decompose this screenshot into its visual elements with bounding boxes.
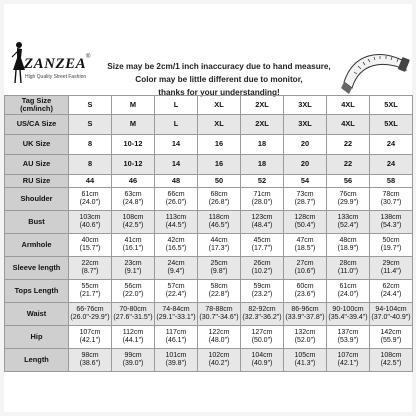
measurement-cell bbox=[69, 234, 112, 257]
size-cell: 16 bbox=[198, 155, 241, 175]
inch-value: (29.9") bbox=[337, 199, 359, 206]
row-label: US/CA Size bbox=[5, 115, 69, 135]
measurement-cell bbox=[112, 280, 155, 303]
measurement-cell bbox=[327, 211, 370, 234]
measurement-cell bbox=[155, 303, 198, 326]
measurement-cell bbox=[198, 349, 241, 372]
size-cell: 20 bbox=[284, 135, 327, 155]
measurement-cell bbox=[69, 303, 112, 326]
measurement-cell bbox=[327, 257, 370, 280]
cm-value: 66cm bbox=[167, 190, 185, 198]
cm-value: 56cm bbox=[124, 282, 142, 290]
measurement-cell bbox=[284, 234, 327, 257]
cm-value: 50cm bbox=[382, 236, 400, 244]
measurement-cell bbox=[284, 303, 327, 326]
cm-value: 40cm bbox=[81, 236, 99, 244]
size-cell: L bbox=[155, 115, 198, 135]
size-table bbox=[4, 95, 413, 372]
inch-value: (38.6") bbox=[79, 360, 101, 367]
cm-value: 26cm bbox=[253, 259, 271, 267]
notice-line-2: Color may be little different due to monitor, bbox=[135, 75, 303, 84]
measurement-cell bbox=[155, 326, 198, 349]
size-cell: XL bbox=[198, 96, 241, 115]
size-cell: XL bbox=[198, 115, 241, 135]
inch-value: (10.6") bbox=[294, 268, 316, 275]
size-cell: 8 bbox=[69, 155, 112, 175]
measurement-cell bbox=[241, 349, 284, 372]
measurement-cell bbox=[370, 326, 413, 349]
inch-value: (40.2") bbox=[208, 360, 230, 367]
inch-value: (40.6") bbox=[79, 222, 101, 229]
inch-value: (54.3") bbox=[380, 222, 402, 229]
inch-value: (16.1") bbox=[122, 245, 144, 252]
cm-value: 113cm bbox=[165, 213, 187, 221]
inch-value: (39.8") bbox=[165, 360, 187, 367]
inch-value: (37.0"-40.9") bbox=[371, 314, 411, 321]
size-header-row bbox=[5, 175, 413, 188]
measurement-cell bbox=[112, 257, 155, 280]
inch-value: (11.4") bbox=[380, 268, 402, 275]
cm-value: 61cm bbox=[81, 190, 99, 198]
size-cell: 18 bbox=[241, 135, 284, 155]
measurement-cell bbox=[112, 234, 155, 257]
measurement-cell bbox=[327, 326, 370, 349]
cm-value: 24cm bbox=[167, 259, 185, 267]
size-cell: 10-12 bbox=[112, 155, 155, 175]
inch-value: (53.9") bbox=[337, 337, 359, 344]
inch-value: (32.3"-36.2") bbox=[242, 314, 282, 321]
size-cell: 54 bbox=[284, 175, 327, 188]
cm-value: 41cm bbox=[124, 236, 142, 244]
row-label: Bust bbox=[5, 211, 69, 234]
measurement-row bbox=[5, 349, 413, 372]
cm-value: 58cm bbox=[210, 282, 228, 290]
inch-value: (22.8") bbox=[208, 291, 230, 298]
measurement-cell bbox=[327, 280, 370, 303]
inch-value: (17.7") bbox=[251, 245, 273, 252]
measurement-cell bbox=[370, 257, 413, 280]
inch-value: (55.9") bbox=[380, 337, 402, 344]
cm-value: 94-104cm bbox=[375, 305, 407, 313]
row-label: Sleeve length bbox=[5, 257, 69, 280]
cm-value: 25cm bbox=[210, 259, 228, 267]
cm-value: 105cm bbox=[294, 351, 316, 359]
size-header-row bbox=[5, 155, 413, 175]
inch-value: (15.7") bbox=[79, 245, 101, 252]
size-cell: 46 bbox=[112, 175, 155, 188]
measurement-cell bbox=[241, 188, 284, 211]
size-cell: 58 bbox=[370, 175, 413, 188]
size-cell: 50 bbox=[198, 175, 241, 188]
measurement-cell bbox=[327, 303, 370, 326]
size-cell: 20 bbox=[284, 155, 327, 175]
measurement-row bbox=[5, 211, 413, 234]
inch-value: (19.7") bbox=[380, 245, 402, 252]
size-cell: 8 bbox=[69, 135, 112, 155]
inch-value: (23.6") bbox=[294, 291, 316, 298]
cm-value: 108cm bbox=[380, 351, 402, 359]
size-cell: 16 bbox=[198, 135, 241, 155]
cm-value: 137cm bbox=[337, 328, 359, 336]
measurement-cell bbox=[370, 234, 413, 257]
measurement-cell bbox=[370, 280, 413, 303]
notice-line-1: Size may be 2cm/1 inch inaccuracy due to hand measure, bbox=[107, 62, 331, 71]
inch-value: (46.5") bbox=[208, 222, 230, 229]
inch-value: (18.9") bbox=[337, 245, 359, 252]
inch-value: (9.1") bbox=[124, 268, 142, 275]
measurement-cell bbox=[155, 257, 198, 280]
inch-value: (33.9"-37.8") bbox=[285, 314, 325, 321]
inch-value: (26.0") bbox=[165, 199, 187, 206]
cm-value: 60cm bbox=[296, 282, 314, 290]
size-cell: 3XL bbox=[284, 96, 327, 115]
size-cell: 44 bbox=[69, 175, 112, 188]
inch-value: (50.4") bbox=[294, 222, 316, 229]
measurement-row bbox=[5, 188, 413, 211]
cm-value: 104cm bbox=[251, 351, 273, 359]
measurement-row bbox=[5, 257, 413, 280]
inch-value: (10.2") bbox=[251, 268, 273, 275]
inch-value: (29.1"-33.1") bbox=[156, 314, 196, 321]
row-label: Length bbox=[5, 349, 69, 372]
measurement-row bbox=[5, 326, 413, 349]
measurement-cell bbox=[112, 211, 155, 234]
inch-value: (48.0") bbox=[208, 337, 230, 344]
size-cell: 2XL bbox=[241, 96, 284, 115]
cm-value: 59cm bbox=[253, 282, 271, 290]
measurement-notice bbox=[104, 60, 334, 99]
cm-value: 127cm bbox=[251, 328, 273, 336]
inch-value: (28.0") bbox=[251, 199, 273, 206]
inch-value: (28.7") bbox=[294, 199, 316, 206]
cm-value: 63cm bbox=[124, 190, 142, 198]
inch-value: (26.8") bbox=[208, 199, 230, 206]
inch-value: (40.9") bbox=[251, 360, 273, 367]
measurement-cell bbox=[198, 257, 241, 280]
cm-value: 78-88cm bbox=[205, 305, 233, 313]
measurement-cell bbox=[241, 303, 284, 326]
size-cell: M bbox=[112, 115, 155, 135]
measurement-row bbox=[5, 234, 413, 257]
cm-value: 102cm bbox=[208, 351, 230, 359]
inch-value: (30.7") bbox=[380, 199, 402, 206]
cm-value: 108cm bbox=[122, 213, 144, 221]
size-cell: L bbox=[155, 96, 198, 115]
inch-value: (44.5") bbox=[165, 222, 187, 229]
size-chart bbox=[4, 4, 412, 412]
row-label: Tops Length bbox=[5, 280, 69, 303]
cm-value: 22cm bbox=[81, 259, 99, 267]
size-cell: 48 bbox=[155, 175, 198, 188]
size-cell: M bbox=[112, 96, 155, 115]
cm-value: 45cm bbox=[253, 236, 271, 244]
inch-value: (46.1") bbox=[165, 337, 187, 344]
cm-value: 122cm bbox=[208, 328, 230, 336]
measurement-cell bbox=[112, 349, 155, 372]
size-cell: 2XL bbox=[241, 115, 284, 135]
inch-value: (48.4") bbox=[251, 222, 273, 229]
measurement-cell bbox=[370, 188, 413, 211]
cm-value: 82-92cm bbox=[248, 305, 276, 313]
measurement-cell bbox=[69, 349, 112, 372]
measurement-cell bbox=[69, 280, 112, 303]
measurement-cell bbox=[155, 211, 198, 234]
measurement-cell bbox=[284, 280, 327, 303]
measurement-cell bbox=[327, 234, 370, 257]
cm-value: 47cm bbox=[296, 236, 314, 244]
inch-value: (42.5") bbox=[122, 222, 144, 229]
measurement-cell bbox=[284, 188, 327, 211]
cm-value: 71cm bbox=[253, 190, 271, 198]
measurement-cell bbox=[69, 188, 112, 211]
measurement-cell bbox=[112, 303, 155, 326]
size-header-row bbox=[5, 96, 413, 115]
row-label: Hip bbox=[5, 326, 69, 349]
measurement-cell bbox=[112, 188, 155, 211]
size-cell: 5XL bbox=[370, 115, 413, 135]
cm-value: 42cm bbox=[167, 236, 185, 244]
cm-value: 112cm bbox=[122, 328, 144, 336]
measurement-cell bbox=[198, 326, 241, 349]
cm-value: 70-80cm bbox=[119, 305, 147, 313]
cm-value: 28cm bbox=[339, 259, 357, 267]
measurement-cell bbox=[370, 211, 413, 234]
row-label: Tag Size (cm/inch) bbox=[5, 96, 69, 115]
size-cell: S bbox=[69, 96, 112, 115]
measurement-cell bbox=[198, 188, 241, 211]
measurement-cell bbox=[155, 349, 198, 372]
measurement-cell bbox=[241, 257, 284, 280]
cm-value: 76cm bbox=[339, 190, 357, 198]
inch-value: (42.1") bbox=[337, 360, 359, 367]
cm-value: 103cm bbox=[79, 213, 101, 221]
cm-value: 68cm bbox=[210, 190, 228, 198]
size-cell: 52 bbox=[241, 175, 284, 188]
size-cell: 4XL bbox=[327, 115, 370, 135]
inch-value: (42.1") bbox=[79, 337, 101, 344]
measurement-cell bbox=[327, 349, 370, 372]
cm-value: 107cm bbox=[79, 328, 101, 336]
inch-value: (11.0") bbox=[337, 268, 359, 275]
measurement-cell bbox=[241, 326, 284, 349]
size-cell: 14 bbox=[155, 135, 198, 155]
size-cell: 5XL bbox=[370, 96, 413, 115]
inch-value: (24.0") bbox=[79, 199, 101, 206]
row-label: RU Size bbox=[5, 175, 69, 188]
measurement-cell bbox=[69, 211, 112, 234]
size-cell: 3XL bbox=[284, 115, 327, 135]
size-chart-header bbox=[4, 4, 412, 97]
inch-value: (17.3") bbox=[208, 245, 230, 252]
row-label: UK Size bbox=[5, 135, 69, 155]
cm-value: 142cm bbox=[380, 328, 402, 336]
inch-value: (8.7") bbox=[81, 268, 99, 275]
measurement-cell bbox=[327, 188, 370, 211]
size-header-row bbox=[5, 115, 413, 135]
cm-value: 107cm bbox=[337, 351, 359, 359]
cm-value: 123cm bbox=[251, 213, 273, 221]
measurement-row bbox=[5, 303, 413, 326]
measurement-row bbox=[5, 280, 413, 303]
size-cell: 22 bbox=[327, 155, 370, 175]
cm-value: 29cm bbox=[382, 259, 400, 267]
brand-logo bbox=[8, 54, 98, 88]
inch-value: (52.4") bbox=[337, 222, 359, 229]
row-label: AU Size bbox=[5, 155, 69, 175]
size-cell: 24 bbox=[370, 155, 413, 175]
inch-value: (42.5") bbox=[380, 360, 402, 367]
cm-value: 48cm bbox=[339, 236, 357, 244]
inch-value: (24.0") bbox=[337, 291, 359, 298]
size-cell: 24 bbox=[370, 135, 413, 155]
measuring-tape-icon bbox=[340, 48, 410, 96]
inch-value: (24.4") bbox=[380, 291, 402, 298]
size-cell: S bbox=[69, 115, 112, 135]
cm-value: 66-76cm bbox=[76, 305, 104, 313]
inch-value: (21.7") bbox=[79, 291, 101, 298]
measurement-cell bbox=[241, 211, 284, 234]
measurement-cell bbox=[241, 280, 284, 303]
cm-value: 132cm bbox=[294, 328, 316, 336]
measurement-cell bbox=[284, 326, 327, 349]
cm-value: 73cm bbox=[296, 190, 314, 198]
cm-value: 117cm bbox=[165, 328, 187, 336]
measurement-cell bbox=[198, 303, 241, 326]
cm-value: 27cm bbox=[296, 259, 314, 267]
cm-value: 57cm bbox=[167, 282, 185, 290]
inch-value: (22.4") bbox=[165, 291, 187, 298]
inch-value: (27.6"-31.5") bbox=[113, 314, 153, 321]
measurement-cell bbox=[370, 303, 413, 326]
size-cell: 10-12 bbox=[112, 135, 155, 155]
measurement-cell bbox=[370, 349, 413, 372]
cm-value: 55cm bbox=[81, 282, 99, 290]
cm-value: 61cm bbox=[339, 282, 357, 290]
size-cell: 14 bbox=[155, 155, 198, 175]
notice-line-3: thanks for your understanding! bbox=[158, 88, 280, 97]
cm-value: 90-100cm bbox=[332, 305, 364, 313]
measurement-cell bbox=[69, 326, 112, 349]
inch-value: (41.3") bbox=[294, 360, 316, 367]
brand-name: ZANZEA bbox=[24, 56, 87, 72]
measurement-cell bbox=[198, 280, 241, 303]
inch-value: (24.8") bbox=[122, 199, 144, 206]
cm-value: 128cm bbox=[294, 213, 316, 221]
size-header-row bbox=[5, 135, 413, 155]
cm-value: 99cm bbox=[124, 351, 142, 359]
measurement-cell bbox=[198, 211, 241, 234]
inch-value: (18.5") bbox=[294, 245, 316, 252]
cm-value: 86-96cm bbox=[291, 305, 319, 313]
measurement-cell bbox=[155, 280, 198, 303]
measurement-cell bbox=[241, 234, 284, 257]
cm-value: 78cm bbox=[382, 190, 400, 198]
row-label: Waist bbox=[5, 303, 69, 326]
inch-value: (16.5") bbox=[165, 245, 187, 252]
measurement-cell bbox=[284, 257, 327, 280]
measurement-cell bbox=[155, 188, 198, 211]
row-label: Armhole bbox=[5, 234, 69, 257]
size-cell: 56 bbox=[327, 175, 370, 188]
size-cell: 4XL bbox=[327, 96, 370, 115]
measurement-cell bbox=[155, 234, 198, 257]
inch-value: (30.7"-34.6") bbox=[199, 314, 239, 321]
inch-value: (26.0"-29.9") bbox=[70, 314, 110, 321]
registered-mark: ® bbox=[86, 54, 91, 60]
cm-value: 133cm bbox=[337, 213, 359, 221]
size-cell: 18 bbox=[241, 155, 284, 175]
cm-value: 138cm bbox=[380, 213, 402, 221]
brand-tagline: High Quality Street Fashion bbox=[25, 74, 87, 80]
inch-value: (23.2") bbox=[251, 291, 273, 298]
inch-value: (35.4"-39.4") bbox=[328, 314, 368, 321]
cm-value: 74-84cm bbox=[162, 305, 190, 313]
inch-value: (22.0") bbox=[122, 291, 144, 298]
measurement-cell bbox=[112, 326, 155, 349]
size-cell: 22 bbox=[327, 135, 370, 155]
measurement-cell bbox=[69, 257, 112, 280]
measurement-cell bbox=[284, 211, 327, 234]
inch-value: (44.1") bbox=[122, 337, 144, 344]
inch-value: (9.4") bbox=[167, 268, 185, 275]
measurement-cell bbox=[284, 349, 327, 372]
cm-value: 98cm bbox=[81, 351, 99, 359]
cm-value: 118cm bbox=[208, 213, 230, 221]
inch-value: (9.8") bbox=[210, 268, 228, 275]
measurement-cell bbox=[198, 234, 241, 257]
cm-value: 101cm bbox=[165, 351, 187, 359]
cm-value: 62cm bbox=[382, 282, 400, 290]
cm-value: 23cm bbox=[124, 259, 142, 267]
row-label: Shoulder bbox=[5, 188, 69, 211]
inch-value: (39.0") bbox=[122, 360, 144, 367]
cm-value: 44cm bbox=[210, 236, 228, 244]
inch-value: (50.0") bbox=[251, 337, 273, 344]
inch-value: (52.0") bbox=[294, 337, 316, 344]
